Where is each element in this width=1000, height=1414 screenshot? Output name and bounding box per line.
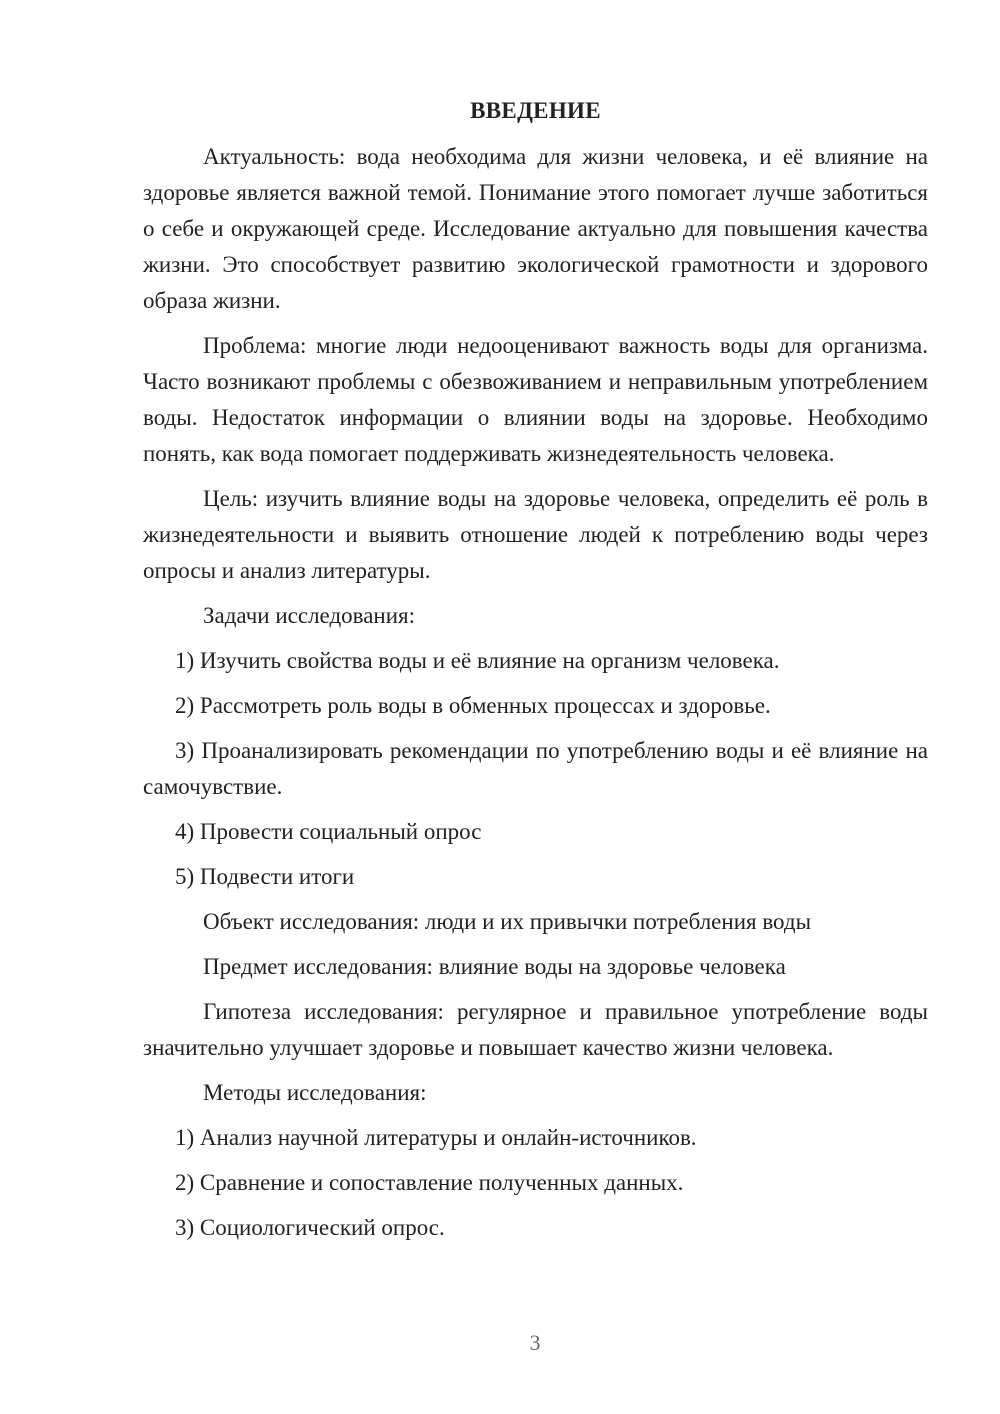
page-number: 3 [529,1330,541,1355]
problem-paragraph: Проблема: многие люди недооценивают важность воды для организма. Часто возникают проблемы с обезвоживанием и неправильным употреблением воды. Недостаток информации о влиянии воды на здоровье. Необходимо понять, как вода помогает поддерживать жизнедеятельность человека. [143,333,928,466]
method-item-1: 1) Анализ научной литературы и онлайн-источников. [175,1125,697,1150]
page-content [143,95,928,1255]
task-item-1: 1) Изучить свойства воды и её влияние на организм человека. [175,648,780,673]
page-title: ВВЕДЕНИЕ [470,98,601,123]
task-item-2: 2) Рассмотреть роль воды в обменных процессах и здоровье. [175,693,771,718]
relevance-paragraph: Актуальность: вода необходима для жизни человека, и её влияние на здоровье является важной темой. Понимание этого помогает лучше заботиться о себе и окружающей среде. Исследование актуально для повышения качества жизни. Это способствует развитию экологической грамотности и здорового образа жизни. [143,144,928,313]
research-object: Объект исследования: люди и их привычки потребления воды [203,909,812,934]
goal-paragraph: Цель: изучить влияние воды на здоровье человека, определить её роль в жизнедеятельности и выявить отношение людей к потреблению воды через опросы и анализ литературы. [143,486,928,583]
research-subject: Предмет исследования: влияние воды на здоровье человека [203,954,786,979]
task-item-4: 4) Провести социальный опрос [175,819,482,844]
task-item-5: 5) Подвести итоги [175,864,355,889]
tasks-heading: Задачи исследования: [203,603,416,628]
method-item-2: 2) Сравнение и сопоставление полученных данных. [175,1170,684,1195]
task-item-3: 3) Проанализировать рекомендации по употреблению воды и её влияние на самочувствие. [143,738,928,799]
methods-heading: Методы исследования: [203,1080,427,1105]
method-item-3: 3) Социологический опрос. [175,1215,445,1240]
research-hypothesis: Гипотеза исследования: регулярное и правильное употребление воды значительно улучшает здоровье и повышает качество жизни человека. [143,999,928,1060]
